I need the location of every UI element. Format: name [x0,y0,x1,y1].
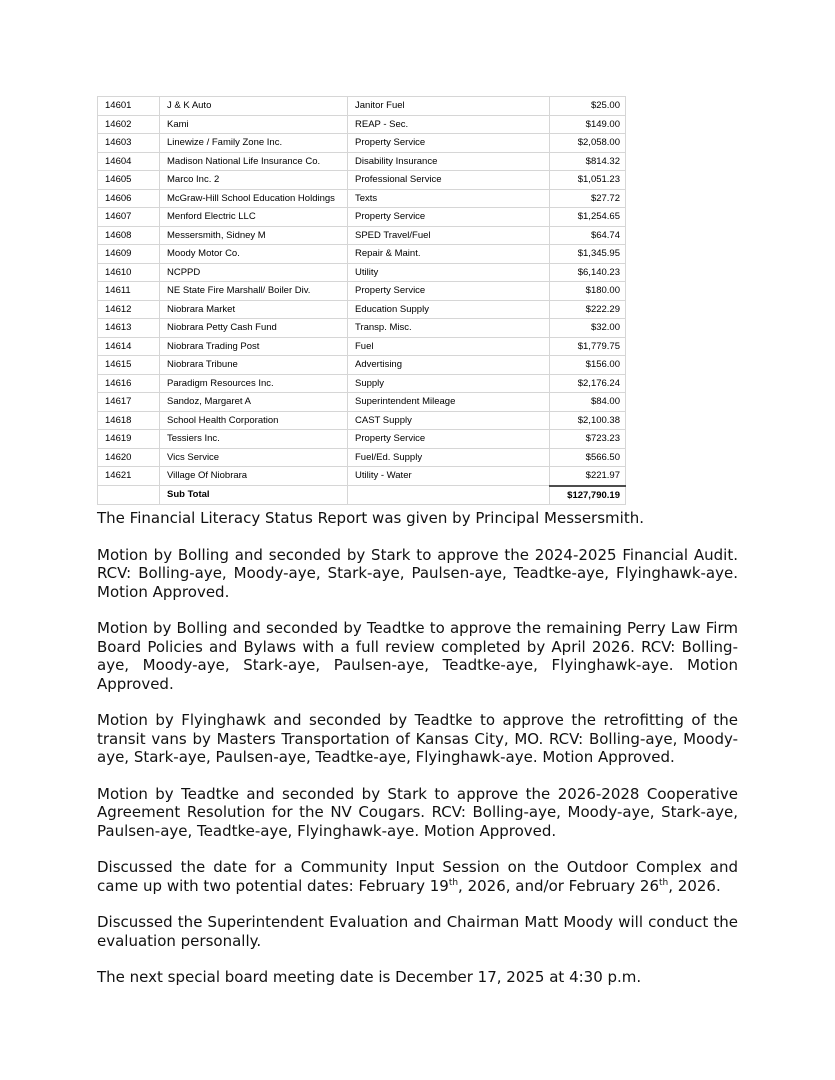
table-row [98,134,626,153]
table-row [98,208,626,227]
purpose-cell: Fuel/Ed. Supply [348,448,550,467]
check-number-cell: 14612 [98,300,160,319]
purpose-cell: Supply [348,374,550,393]
purpose-cell: Education Supply [348,300,550,319]
vendor-cell: Linewize / Family Zone Inc. [160,134,348,153]
subtotal-empty-purpose-cell [348,486,550,505]
subtotal-empty-check-cell [98,486,160,505]
table-row [98,448,626,467]
paragraph-perry-law-motion: Motion by Bolling and seconded by Teadtke to approve the remaining Perry Law Firm Board Policies and Bylaws with a full review completed by April 2026. RCV: Bolling-aye, Moody-aye, Stark-aye, Paulsen-aye, Teadtke-aye, Flyinghawk-aye. Motion Approved. [97,619,738,693]
table-row [98,245,626,264]
amount-cell: $149.00 [550,115,626,134]
community-input-part3: , 2026. [668,876,721,895]
amount-cell: $1,254.65 [550,208,626,227]
vendor-cell: Niobrara Trading Post [160,337,348,356]
vendor-cell: Messersmith, Sidney M [160,226,348,245]
vendor-cell: Village Of Niobrara [160,467,348,486]
amount-cell: $222.29 [550,300,626,319]
check-number-cell: 14608 [98,226,160,245]
vendor-cell: NCPPD [160,263,348,282]
table-row [98,115,626,134]
ordinal-suffix: th [659,877,669,888]
paragraph-financial-literacy: The Financial Literacy Status Report was given by Principal Messersmith. [97,509,644,527]
vendor-cell: Niobrara Petty Cash Fund [160,319,348,338]
vendor-cell: School Health Corporation [160,411,348,430]
vendor-cell: Paradigm Resources Inc. [160,374,348,393]
paragraph-superintendent-evaluation: Discussed the Superintendent Evaluation and Chairman Matt Moody will conduct the evaluation personally. [97,913,738,950]
table-row [98,337,626,356]
table-row [98,393,626,412]
purpose-cell: Utility - Water [348,467,550,486]
vendor-cell: Moody Motor Co. [160,245,348,264]
table-row [98,171,626,190]
vendor-cell: Menford Electric LLC [160,208,348,227]
check-number-cell: 14605 [98,171,160,190]
amount-cell: $1,051.23 [550,171,626,190]
vendor-cell: Madison National Life Insurance Co. [160,152,348,171]
purpose-cell: Property Service [348,134,550,153]
purpose-cell: Janitor Fuel [348,97,550,116]
paragraph-transit-vans-motion: Motion by Flyinghawk and seconded by Teadtke to approve the retrofitting of the transit vans by Masters Transportation of Kansas City, MO. RCV: Bolling-aye, Moody-aye, Stark-aye, Paulsen-aye, Teadtke-aye, Flyinghawk-aye. Motion Approved. [97,711,738,766]
vendor-cell: Niobrara Tribune [160,356,348,375]
purpose-cell: SPED Travel/Fuel [348,226,550,245]
page-content [97,96,738,987]
check-number-cell: 14613 [98,319,160,338]
paragraph-next-meeting: The next special board meeting date is December 17, 2025 at 4:30 p.m. [97,968,642,986]
table-row [98,411,626,430]
amount-cell: $221.97 [550,467,626,486]
table-row [98,374,626,393]
purpose-cell: Property Service [348,282,550,301]
amount-cell: $566.50 [550,448,626,467]
table-row [98,319,626,338]
amount-cell: $6,140.23 [550,263,626,282]
purpose-cell: REAP - Sec. [348,115,550,134]
table-row [98,467,626,486]
amount-cell: $64.74 [550,226,626,245]
table-row [98,226,626,245]
vendor-cell: Kami [160,115,348,134]
table-row [98,300,626,319]
purpose-cell: Professional Service [348,171,550,190]
purpose-cell: Utility [348,263,550,282]
amount-cell: $27.72 [550,189,626,208]
vendor-cell: Sandoz, Margaret A [160,393,348,412]
paragraph-community-input [97,858,738,895]
purpose-cell: Texts [348,189,550,208]
check-number-cell: 14618 [98,411,160,430]
expense-table [97,96,626,505]
check-number-cell: 14602 [98,115,160,134]
table-row [98,430,626,449]
paragraph-financial-audit-motion: Motion by Bolling and seconded by Stark to approve the 2024-2025 Financial Audit. RCV: Bolling-aye, Moody-aye, Stark-aye, Paulsen-aye, Teadtke-aye, Flyinghawk-aye. Motion Approved. [97,545,738,601]
table-row [98,263,626,282]
vendor-cell: Niobrara Market [160,300,348,319]
community-input-part1: Discussed the date for a Community Input Session on the Outdoor Complex and came up with two potential dates: February 19 [97,858,738,895]
purpose-cell: Repair & Maint. [348,245,550,264]
check-number-cell: 14611 [98,282,160,301]
vendor-cell: J & K Auto [160,97,348,116]
check-number-cell: 14620 [98,448,160,467]
check-number-cell: 14616 [98,374,160,393]
amount-cell: $180.00 [550,282,626,301]
subtotal-row [98,486,626,505]
subtotal-label: Sub Total [160,486,348,505]
amount-cell: $1,779.75 [550,337,626,356]
check-number-cell: 14617 [98,393,160,412]
purpose-cell: Fuel [348,337,550,356]
amount-cell: $723.23 [550,430,626,449]
amount-cell: $2,176.24 [550,374,626,393]
purpose-cell: CAST Supply [348,411,550,430]
vendor-cell: Marco Inc. 2 [160,171,348,190]
vendor-cell: Tessiers Inc. [160,430,348,449]
check-number-cell: 14601 [98,97,160,116]
amount-cell: $84.00 [550,393,626,412]
minutes-text [97,509,738,987]
amount-cell: $1,345.95 [550,245,626,264]
purpose-cell: Property Service [348,430,550,449]
purpose-cell: Superintendent Mileage [348,393,550,412]
purpose-cell: Disability Insurance [348,152,550,171]
expense-table-body [98,97,626,486]
table-row [98,97,626,116]
check-number-cell: 14607 [98,208,160,227]
ordinal-suffix: th [448,877,459,888]
check-number-cell: 14621 [98,467,160,486]
amount-cell: $2,100.38 [550,411,626,430]
amount-cell: $814.32 [550,152,626,171]
table-row [98,356,626,375]
table-row [98,152,626,171]
check-number-cell: 14603 [98,134,160,153]
table-row [98,282,626,301]
amount-cell: $25.00 [550,97,626,116]
check-number-cell: 14614 [98,337,160,356]
purpose-cell: Property Service [348,208,550,227]
amount-cell: $2,058.00 [550,134,626,153]
table-row [98,189,626,208]
vendor-cell: NE State Fire Marshall/ Boiler Div. [160,282,348,301]
check-number-cell: 14610 [98,263,160,282]
vendor-cell: McGraw-Hill School Education Holdings [160,189,348,208]
paragraph-cooperative-agreement-motion: Motion by Teadtke and seconded by Stark to approve the 2026-2028 Cooperative Agreement Resolution for the NV Cougars. RCV: Bolling-aye, Moody-aye, Stark-aye, Paulsen-aye, Teadtke-aye, Flyinghawk-aye. Motion Approved. [97,784,738,840]
check-number-cell: 14606 [98,189,160,208]
check-number-cell: 14619 [98,430,160,449]
amount-cell: $32.00 [550,319,626,338]
amount-cell: $156.00 [550,356,626,375]
purpose-cell: Advertising [348,356,550,375]
check-number-cell: 14609 [98,245,160,264]
check-number-cell: 14615 [98,356,160,375]
subtotal-amount: $127,790.19 [550,486,626,505]
check-number-cell: 14604 [98,152,160,171]
community-input-part2: , 2026, and/or February 26 [458,876,660,895]
purpose-cell: Transp. Misc. [348,319,550,338]
vendor-cell: Vics Service [160,448,348,467]
